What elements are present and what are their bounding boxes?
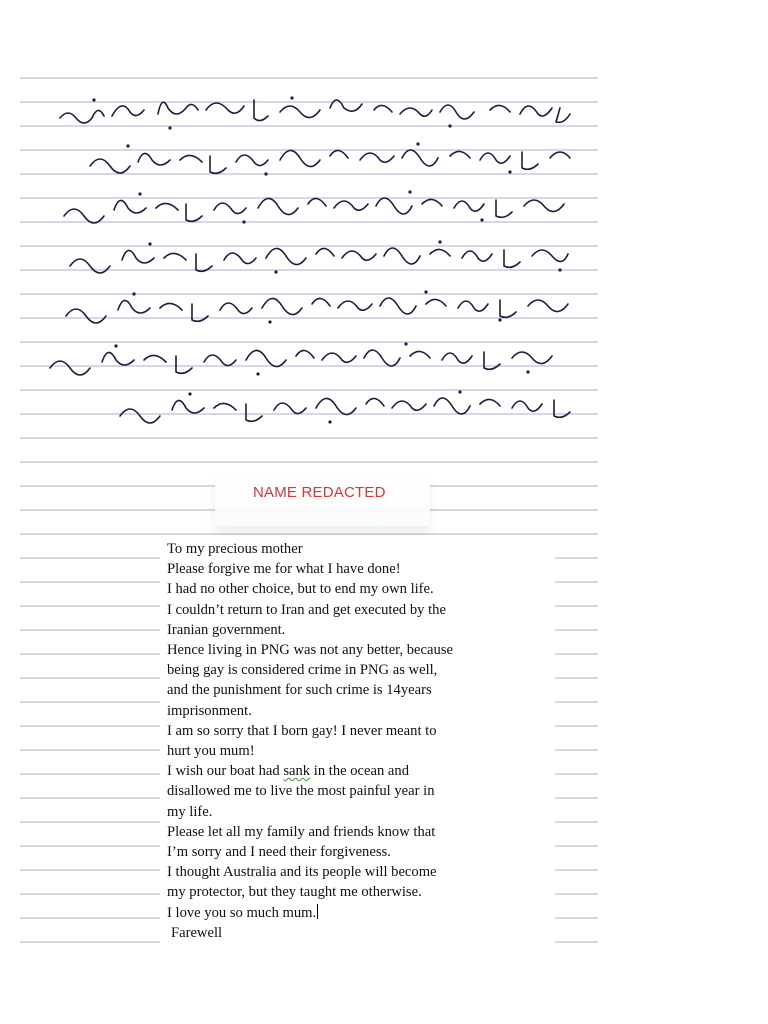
letter-line: I had no other choice, but to end my own life. (167, 581, 434, 598)
letter-line: Iranian government. (167, 621, 286, 638)
letter-segment: I wish our boat had (167, 763, 280, 780)
text-cursor-icon (317, 904, 318, 919)
letter-line: Farewell (171, 924, 223, 941)
spellcheck-flagged-word[interactable]: sank (283, 763, 311, 780)
letter-line: being gay is considered crime in PNG as well, (167, 662, 438, 679)
letter-line: Please let all my family and friends know that (167, 823, 436, 840)
handwritten-farsi-letter (30, 70, 600, 450)
letter-line: Hence living in PNG was not any better, because (167, 642, 453, 659)
letter-line: I’m sorry and I need their forgiveness. (167, 844, 391, 861)
name-redacted-label: NAME REDACTED (253, 484, 386, 501)
letter-line: my protector, but they taught me otherwise. (167, 884, 422, 901)
letter-line: and the punishment for such crime is 14years (167, 682, 432, 699)
letter-segment: I love you so much mum. (167, 904, 317, 921)
letter-line: To my precious mother (167, 541, 303, 557)
letter-line: Please forgive me for what I have done! (167, 561, 401, 578)
letter-line (167, 903, 557, 923)
letter-segment: in the ocean and (313, 763, 409, 780)
letter-line: disallowed me to live the most painful year in (167, 783, 435, 800)
letter-line: my life. (167, 803, 213, 820)
letter-line (167, 761, 557, 781)
letter-line: I am so sorry that I born gay! I never meant to (167, 722, 437, 739)
letter-line: I thought Australia and its people will become (167, 864, 437, 881)
letter-line: I couldn’t return to Iran and get executed by the (167, 601, 446, 618)
typed-letter[interactable] (167, 539, 557, 943)
letter-line: imprisonment. (167, 702, 252, 719)
letter-line: hurt you mum! (167, 743, 255, 760)
